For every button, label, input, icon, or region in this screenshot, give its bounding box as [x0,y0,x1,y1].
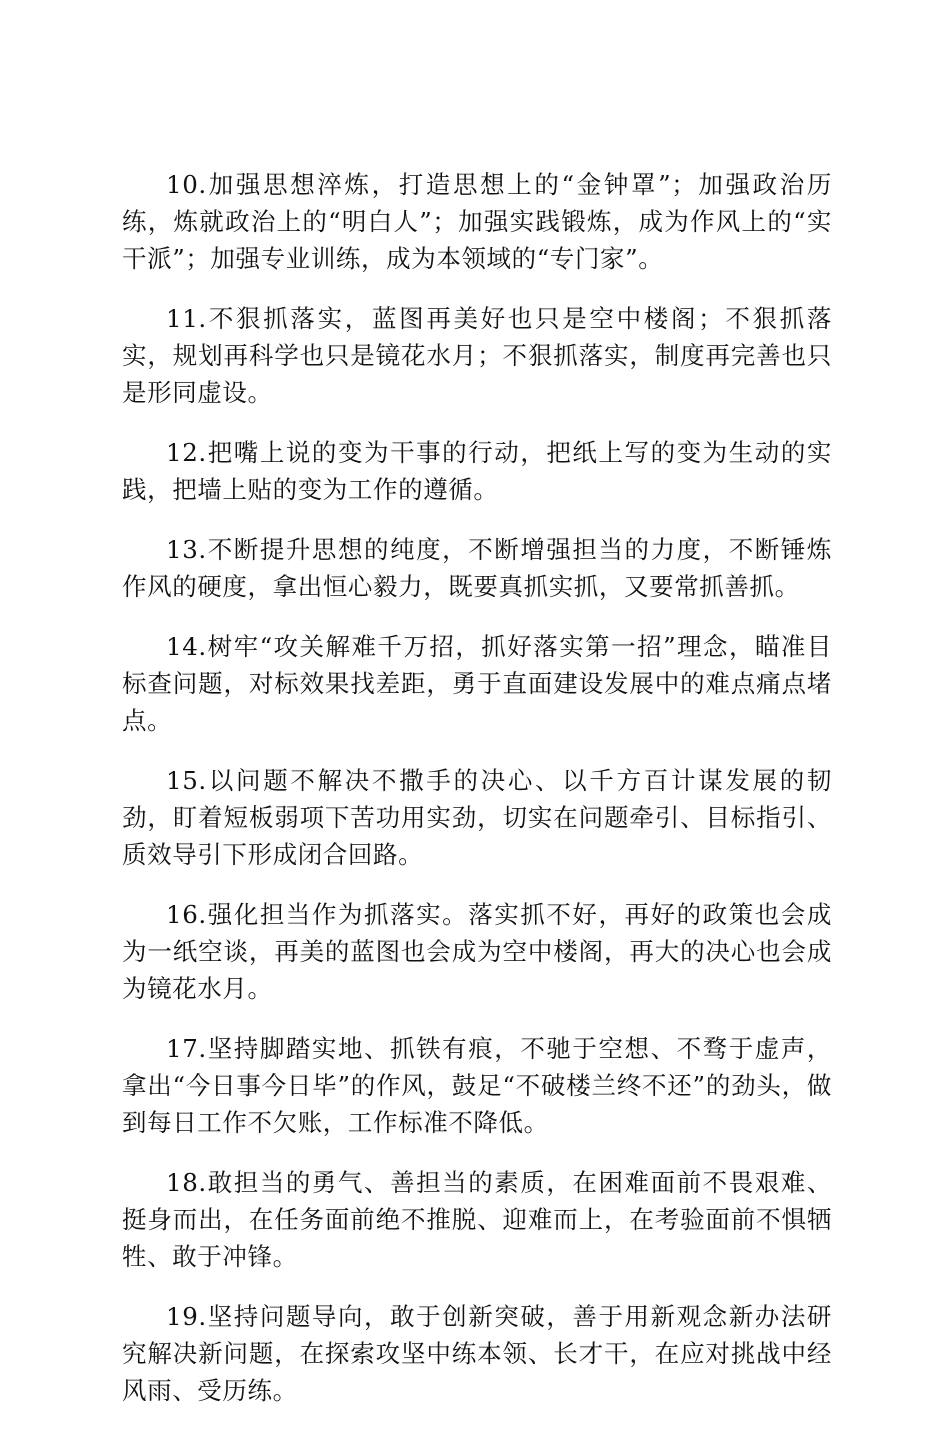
paragraph-12: 12.把嘴上说的变为干事的行动，把纸上写的变为生动的实践，把墙上贴的变为工作的遵循。 [122,438,832,504]
document-body [122,166,832,1432]
paragraph-14: 14.树牢“攻关解难千万招，抓好落实第一招”理念，瞄准目标查问题，对标效果找差距，勇于直面建设发展中的难点痛点堵点。 [122,632,832,735]
paragraph-16: 16.强化担当作为抓落实。落实抓不好，再好的政策也会成为一纸空谈，再美的蓝图也会成为空中楼阁，再大的决心也会成为镜花水月。 [122,900,832,1003]
paragraph-13: 13.不断提升思想的纯度，不断增强担当的力度，不断锤炼作风的硬度，拿出恒心毅力，既要真抓实抓，又要常抓善抓。 [122,535,832,601]
paragraph-10: 10.加强思想淬炼，打造思想上的“金钟罩”；加强政治历练，炼就政治上的“明白人”；加强实践锻炼，成为作风上的“实干派”；加强专业训练，成为本领域的“专门家”。 [122,170,832,273]
paragraph-11: 11.不狠抓落实，蓝图再美好也只是空中楼阁；不狠抓落实，规划再科学也只是镜花水月；不狠抓落实，制度再完善也只是形同虚设。 [122,304,832,407]
paragraph-17: 17.坚持脚踏实地、抓铁有痕，不驰于空想、不骛于虚声，拿出“今日事今日毕”的作风，鼓足“不破楼兰终不还”的劲头，做到每日工作不欠账，工作标准不降低。 [122,1034,832,1137]
paragraph-15: 15.以问题不解决不撒手的决心、以千方百计谋发展的韧劲，盯着短板弱项下苦功用实劲，切实在问题牵引、目标指引、质效导引下形成闭合回路。 [122,766,832,869]
paragraph-19: 19.坚持问题导向，敢于创新突破，善于用新观念新办法研究解决新问题，在探索攻坚中练本领、长才干，在应对挑战中经风雨、受历练。 [122,1302,832,1405]
paragraph-18: 18.敢担当的勇气、善担当的素质，在困难面前不畏艰难、挺身而出，在任务面前绝不推脱、迎难而上，在考验面前不惧牺牲、敢于冲锋。 [122,1168,832,1271]
